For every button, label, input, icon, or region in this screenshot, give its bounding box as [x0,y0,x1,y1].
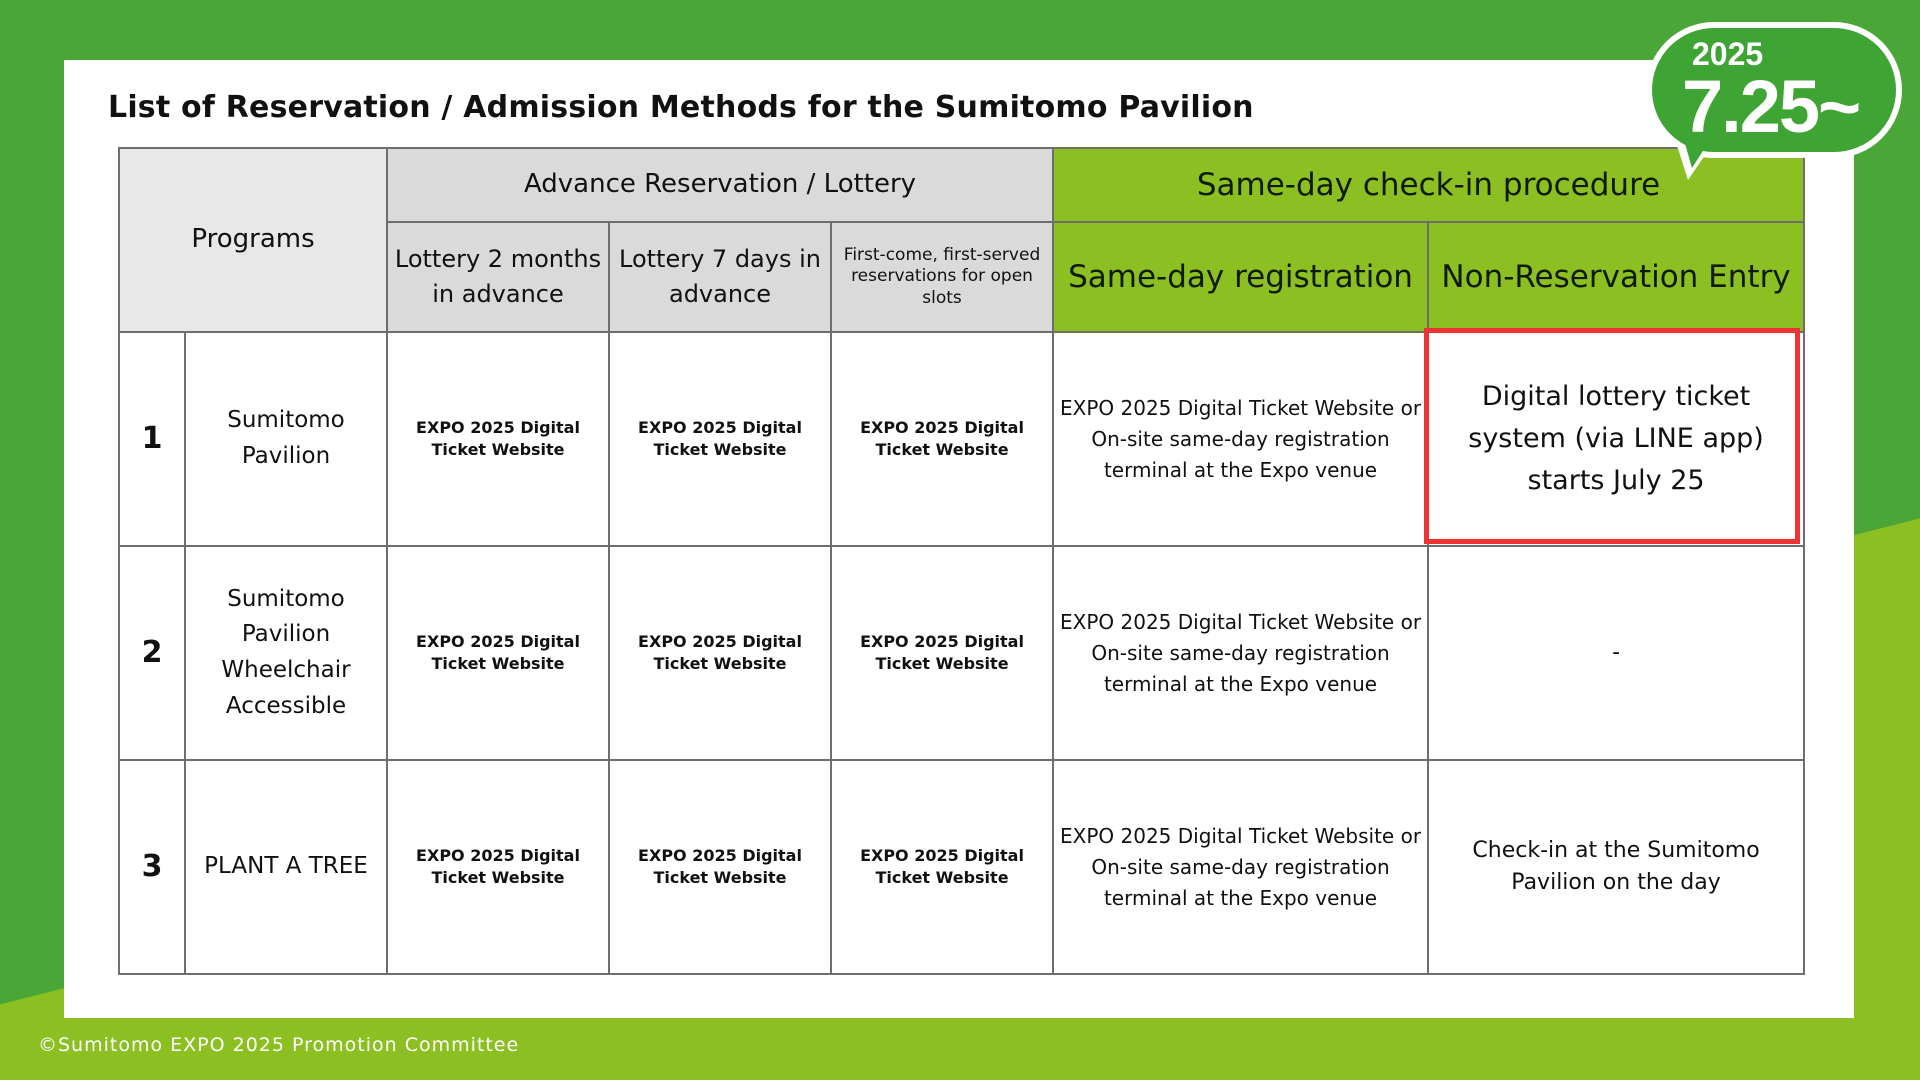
first-come-cell: EXPO 2025 Digital Ticket Website [831,760,1053,974]
same-day-checkin-header: Same-day check-in procedure [1053,148,1804,222]
lottery-2-months-cell: EXPO 2025 Digital Ticket Website [387,332,609,546]
badge-date: 7.25~ [1682,65,1860,148]
programs-header: Programs [119,148,387,332]
non-reservation-entry-cell: - [1428,546,1804,760]
advance-reservation-header: Advance Reservation / Lottery [387,148,1053,222]
date-speech-bubble [1646,22,1902,158]
program-name: Sumitomo Pavilion Wheelchair Accessible [185,546,387,760]
lottery-2-months-cell: EXPO 2025 Digital Ticket Website [387,546,609,760]
row-number: 3 [119,760,185,974]
non-reservation-entry-header: Non-Reservation Entry [1428,222,1804,332]
table-row [119,332,1804,546]
program-name: PLANT A TREE [185,760,387,974]
same-day-registration-cell: EXPO 2025 Digital Ticket Website or On-site same-day registration terminal at the Expo venue [1053,332,1428,546]
row-number: 2 [119,546,185,760]
table-row [119,760,1804,974]
lottery-2-months-header: Lottery 2 months in advance [387,222,609,332]
same-day-registration-cell: EXPO 2025 Digital Ticket Website or On-site same-day registration terminal at the Expo venue [1053,760,1428,974]
table-row [119,546,1804,760]
badge-year: 2025 [1692,36,1764,72]
lottery-2-months-cell: EXPO 2025 Digital Ticket Website [387,760,609,974]
reservation-methods-table [118,147,1805,975]
copyright-notice: ©Sumitomo EXPO 2025 Promotion Committee [38,1034,520,1056]
non-reservation-entry-cell: Check-in at the Sumitomo Pavilion on the day [1428,760,1804,974]
speech-bubble-tail-inner [1684,140,1710,168]
same-day-registration-cell: EXPO 2025 Digital Ticket Website or On-site same-day registration terminal at the Expo venue [1053,546,1428,760]
non-reservation-entry-cell: Digital lottery ticket system (via LINE app) starts July 25 [1428,332,1804,546]
first-come-cell: EXPO 2025 Digital Ticket Website [831,546,1053,760]
page-title: List of Reservation / Admission Methods for the Sumitomo Pavilion [108,90,1254,125]
first-come-header: First-come, first-served reservations for open slots [831,222,1053,332]
first-come-cell: EXPO 2025 Digital Ticket Website [831,332,1053,546]
row-number: 1 [119,332,185,546]
lottery-7-days-cell: EXPO 2025 Digital Ticket Website [609,332,831,546]
lottery-7-days-header: Lottery 7 days in advance [609,222,831,332]
program-name: Sumitomo Pavilion [185,332,387,546]
same-day-registration-header: Same-day registration [1053,222,1428,332]
lottery-7-days-cell: EXPO 2025 Digital Ticket Website [609,546,831,760]
lottery-7-days-cell: EXPO 2025 Digital Ticket Website [609,760,831,974]
